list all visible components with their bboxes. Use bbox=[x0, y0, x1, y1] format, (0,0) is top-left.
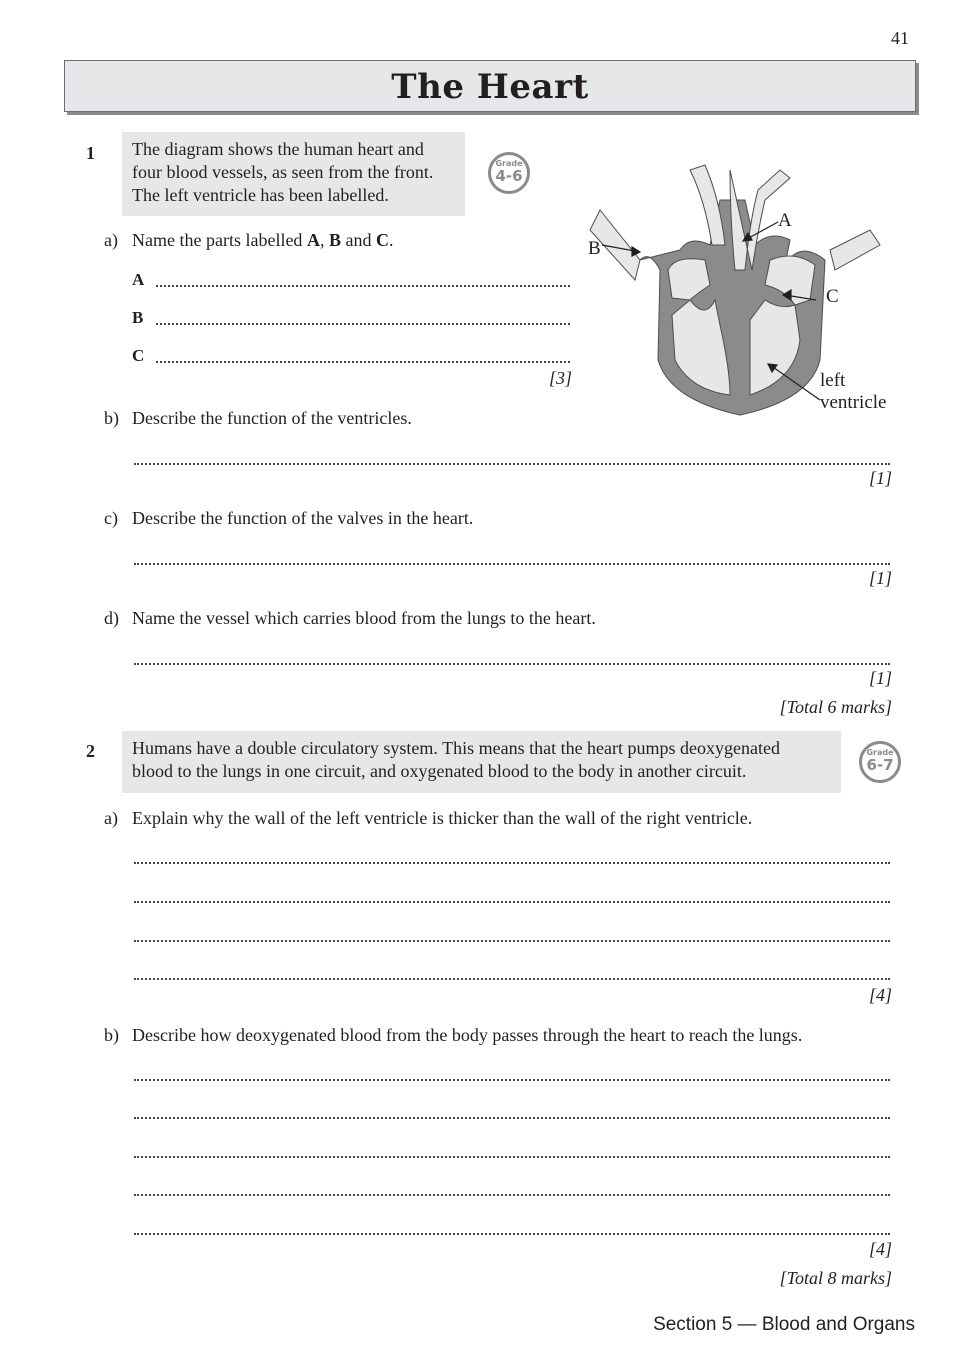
diagram-label-a: A bbox=[778, 210, 792, 231]
answer-line[interactable] bbox=[134, 1193, 890, 1196]
marks-1a: [3] bbox=[548, 368, 572, 388]
intro-line: The left ventricle has been labelled. bbox=[132, 185, 389, 205]
pulmonary-vein bbox=[830, 230, 880, 270]
question-2b: b) Describe how deoxygenated blood from the body passes through the heart to reach the lungs. bbox=[104, 1025, 803, 1045]
answer-label-b: B bbox=[132, 308, 144, 327]
answer-line[interactable] bbox=[134, 462, 890, 465]
answer-line[interactable] bbox=[134, 939, 890, 942]
answer-line[interactable] bbox=[134, 1155, 890, 1158]
intro-line: Humans have a double circulatory system. This means that the heart pumps deoxygenated bbox=[132, 738, 780, 758]
marks-1d: [1] bbox=[868, 668, 892, 688]
answer-line-c[interactable] bbox=[156, 360, 570, 363]
answer-line[interactable] bbox=[134, 900, 890, 903]
marks-1b: [1] bbox=[868, 468, 892, 488]
question-1-intro bbox=[122, 132, 465, 216]
total-marks-1: [Total 6 marks] bbox=[779, 697, 892, 717]
answer-line[interactable] bbox=[134, 861, 890, 864]
page-title: The Heart bbox=[391, 67, 589, 107]
title-banner bbox=[64, 60, 916, 112]
answer-line[interactable] bbox=[134, 1232, 890, 1235]
total-marks-2: [Total 8 marks] bbox=[779, 1268, 892, 1288]
marks-1c: [1] bbox=[868, 568, 892, 588]
grade-badge-icon: Grade 4-6 bbox=[488, 152, 530, 194]
question-1c: c) Describe the function of the valves in the heart. bbox=[104, 508, 474, 528]
answer-line-b[interactable] bbox=[156, 322, 570, 325]
answer-line[interactable] bbox=[134, 662, 890, 665]
question-2-number: 2 bbox=[86, 741, 95, 761]
marks-2b: [4] bbox=[868, 1239, 892, 1259]
section-footer: Section 5 — Blood and Organs bbox=[653, 1314, 915, 1335]
intro-line: four blood vessels, as seen from the front. bbox=[132, 162, 434, 182]
intro-line: The diagram shows the human heart and bbox=[132, 139, 424, 159]
diagram-label-c: C bbox=[826, 286, 839, 307]
intro-line: blood to the lungs in one circuit, and oxygenated blood to the body in another circuit. bbox=[132, 761, 747, 781]
answer-line[interactable] bbox=[134, 562, 890, 565]
answer-line[interactable] bbox=[134, 977, 890, 980]
answer-line-a[interactable] bbox=[156, 284, 570, 287]
grade-badge-icon: Grade 6-7 bbox=[859, 741, 901, 783]
question-2-intro bbox=[122, 731, 841, 793]
page-number: 41 bbox=[891, 28, 909, 48]
diagram-label-b: B bbox=[588, 238, 601, 259]
answer-label-c: C bbox=[132, 346, 145, 365]
answer-line[interactable] bbox=[134, 1116, 890, 1119]
diagram-label-left-ventricle: left ventricle bbox=[820, 370, 887, 413]
question-1d: d) Name the vessel which carries blood from the lungs to the heart. bbox=[104, 608, 596, 628]
marks-2a: [4] bbox=[868, 985, 892, 1005]
question-1b: b) Describe the function of the ventricles. bbox=[104, 408, 412, 428]
question-2a: a) Explain why the wall of the left ventricle is thicker than the wall of the right ventricle. bbox=[104, 808, 753, 828]
question-1-number: 1 bbox=[86, 143, 95, 163]
answer-label-a: A bbox=[132, 270, 145, 289]
answer-line[interactable] bbox=[134, 1078, 890, 1081]
question-1a: a) Name the parts labelled A, B and C. bbox=[104, 230, 394, 250]
